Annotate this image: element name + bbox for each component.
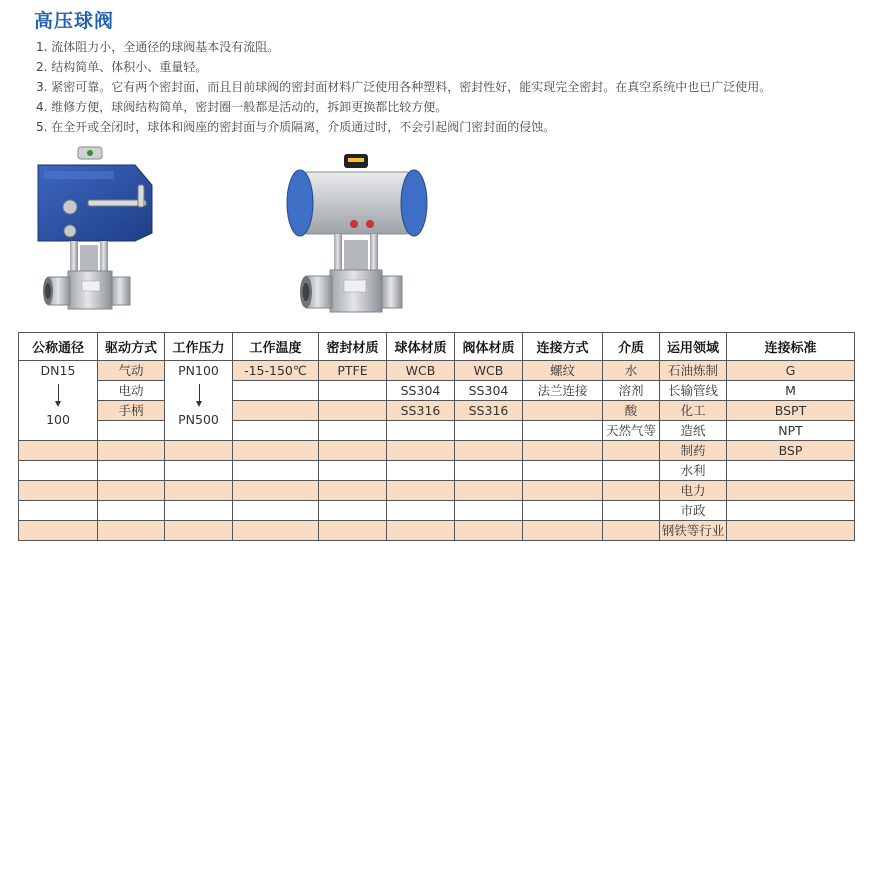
- table-cell: WCB: [455, 361, 523, 381]
- table-cell: [98, 441, 165, 461]
- table-cell: [523, 521, 603, 541]
- header-temperature: 工作温度: [233, 333, 319, 361]
- pressure-min: PN100: [178, 363, 219, 378]
- table-cell: 酸: [603, 401, 660, 421]
- table-cell: [727, 501, 855, 521]
- table-cell: SS304: [387, 381, 455, 401]
- table-cell: [603, 461, 660, 481]
- pressure-cell: [165, 361, 233, 441]
- table-cell: [455, 521, 523, 541]
- table-cell: [603, 521, 660, 541]
- table-cell: [387, 441, 455, 461]
- table-row: [19, 421, 855, 441]
- table-row: [19, 481, 855, 501]
- feature-item: 5. 在全开或全闭时，球体和阀座的密封面与介质隔离，介质通过时，不会引起阀门密封面的侵蚀。: [36, 120, 556, 134]
- table-cell: [319, 461, 387, 481]
- table-cell: 市政: [660, 501, 727, 521]
- table-cell: [19, 481, 98, 501]
- table-row: [19, 521, 855, 541]
- table-cell: [233, 381, 319, 401]
- nominal-size-min: DN15: [40, 363, 76, 378]
- table-cell: [727, 521, 855, 541]
- table-cell: [523, 441, 603, 461]
- header-drive: 驱动方式: [98, 333, 165, 361]
- table-cell: [233, 521, 319, 541]
- table-row: [19, 501, 855, 521]
- table-cell: -15-150℃: [233, 361, 319, 381]
- header-pressure: 工作压力: [165, 333, 233, 361]
- header-body: 阀体材质: [455, 333, 523, 361]
- table-cell: [165, 501, 233, 521]
- table-cell: 石油炼制: [660, 361, 727, 381]
- feature-item: 4. 维修方便，球阀结构简单，密封圈一般都是活动的，拆卸更换都比较方便。: [36, 100, 448, 114]
- header-application: 运用领域: [660, 333, 727, 361]
- feature-list: [36, 37, 771, 137]
- table-cell: [387, 461, 455, 481]
- table-cell: [319, 501, 387, 521]
- table-cell: [455, 501, 523, 521]
- table-cell: [165, 481, 233, 501]
- table-row: [19, 361, 855, 381]
- header-standard: 连接标准: [727, 333, 855, 361]
- table-cell: [98, 461, 165, 481]
- table-row: [19, 401, 855, 421]
- nominal-size-cell: [19, 361, 98, 441]
- table-cell: 长输管线: [660, 381, 727, 401]
- table-cell: 溶剂: [603, 381, 660, 401]
- table-cell: 水: [603, 361, 660, 381]
- table-cell: [387, 481, 455, 501]
- table-cell: [455, 461, 523, 481]
- table-cell: [387, 421, 455, 441]
- feature-item: 1. 流体阻力小，全通径的球阀基本没有流阻。: [36, 40, 280, 54]
- table-cell: [165, 521, 233, 541]
- table-cell: [455, 481, 523, 501]
- table-cell: [19, 501, 98, 521]
- table-cell: 制药: [660, 441, 727, 461]
- table-cell: [98, 481, 165, 501]
- table-cell: [727, 481, 855, 501]
- table-cell: SS304: [455, 381, 523, 401]
- table-cell: [455, 441, 523, 461]
- table-cell: 钢铁等行业: [660, 521, 727, 541]
- table-cell: 天然气等: [603, 421, 660, 441]
- table-cell: SS316: [387, 401, 455, 421]
- table-cell: [233, 501, 319, 521]
- table-cell: 化工: [660, 401, 727, 421]
- table-cell: 气动: [98, 361, 165, 381]
- table-cell: 螺纹: [523, 361, 603, 381]
- table-row: [19, 441, 855, 461]
- table-cell: [19, 441, 98, 461]
- table-cell: [233, 421, 319, 441]
- table-cell: [165, 461, 233, 481]
- pressure-max: PN500: [178, 412, 219, 427]
- table-cell: [455, 421, 523, 441]
- table-cell: [19, 461, 98, 481]
- table-row: [19, 461, 855, 481]
- arrow-down-icon: [19, 380, 97, 410]
- table-cell: [233, 461, 319, 481]
- table-cell: [233, 481, 319, 501]
- table-cell: [319, 401, 387, 421]
- header-medium: 介质: [603, 333, 660, 361]
- table-cell: [523, 401, 603, 421]
- table-cell: [319, 441, 387, 461]
- electric-actuator-ball-valve-photo: [30, 145, 160, 320]
- table-cell: 水利: [660, 461, 727, 481]
- header-seal: 密封材质: [319, 333, 387, 361]
- table-cell: [523, 461, 603, 481]
- table-cell: [165, 441, 233, 461]
- table-cell: [98, 421, 165, 441]
- table-cell: [603, 481, 660, 501]
- header-nominal-size: 公称通径: [19, 333, 98, 361]
- table-cell: [319, 381, 387, 401]
- table-cell: BSP: [727, 441, 855, 461]
- table-cell: SS316: [455, 401, 523, 421]
- arrow-down-icon: [165, 380, 232, 410]
- table-cell: 电力: [660, 481, 727, 501]
- table-cell: [98, 501, 165, 521]
- table-cell: [319, 421, 387, 441]
- table-cell: 造纸: [660, 421, 727, 441]
- table-cell: [523, 501, 603, 521]
- table-cell: 手柄: [98, 401, 165, 421]
- table-cell: 电动: [98, 381, 165, 401]
- table-cell: NPT: [727, 421, 855, 441]
- table-cell: [603, 501, 660, 521]
- feature-item: 2. 结构简单、体积小、重量轻。: [36, 60, 208, 74]
- table-cell: [387, 521, 455, 541]
- table-cell: M: [727, 381, 855, 401]
- table-cell: [233, 441, 319, 461]
- table-cell: G: [727, 361, 855, 381]
- table-row: [19, 381, 855, 401]
- spec-table: [18, 332, 855, 541]
- pneumatic-actuator-ball-valve-photo: [282, 150, 432, 320]
- table-cell: [19, 521, 98, 541]
- table-cell: WCB: [387, 361, 455, 381]
- header-connection: 连接方式: [523, 333, 603, 361]
- table-cell: 法兰连接: [523, 381, 603, 401]
- page-title: 高压球阀: [34, 10, 115, 32]
- table-cell: [727, 461, 855, 481]
- table-cell: [98, 521, 165, 541]
- nominal-size-max: 100: [46, 412, 70, 427]
- feature-item: 3. 紧密可靠。它有两个密封面，而且目前球阀的密封面材料广泛使用各种塑料，密封性好，能实现完全密封。在真空系统中也已广泛使用。: [36, 80, 772, 94]
- table-header-row: [19, 333, 855, 361]
- table-cell: [603, 441, 660, 461]
- table-cell: [319, 481, 387, 501]
- table-cell: [523, 421, 603, 441]
- table-cell: [319, 521, 387, 541]
- table-cell: PTFE: [319, 361, 387, 381]
- table-cell: [233, 401, 319, 421]
- table-cell: BSPT: [727, 401, 855, 421]
- table-cell: [523, 481, 603, 501]
- table-cell: [387, 501, 455, 521]
- header-ball: 球体材质: [387, 333, 455, 361]
